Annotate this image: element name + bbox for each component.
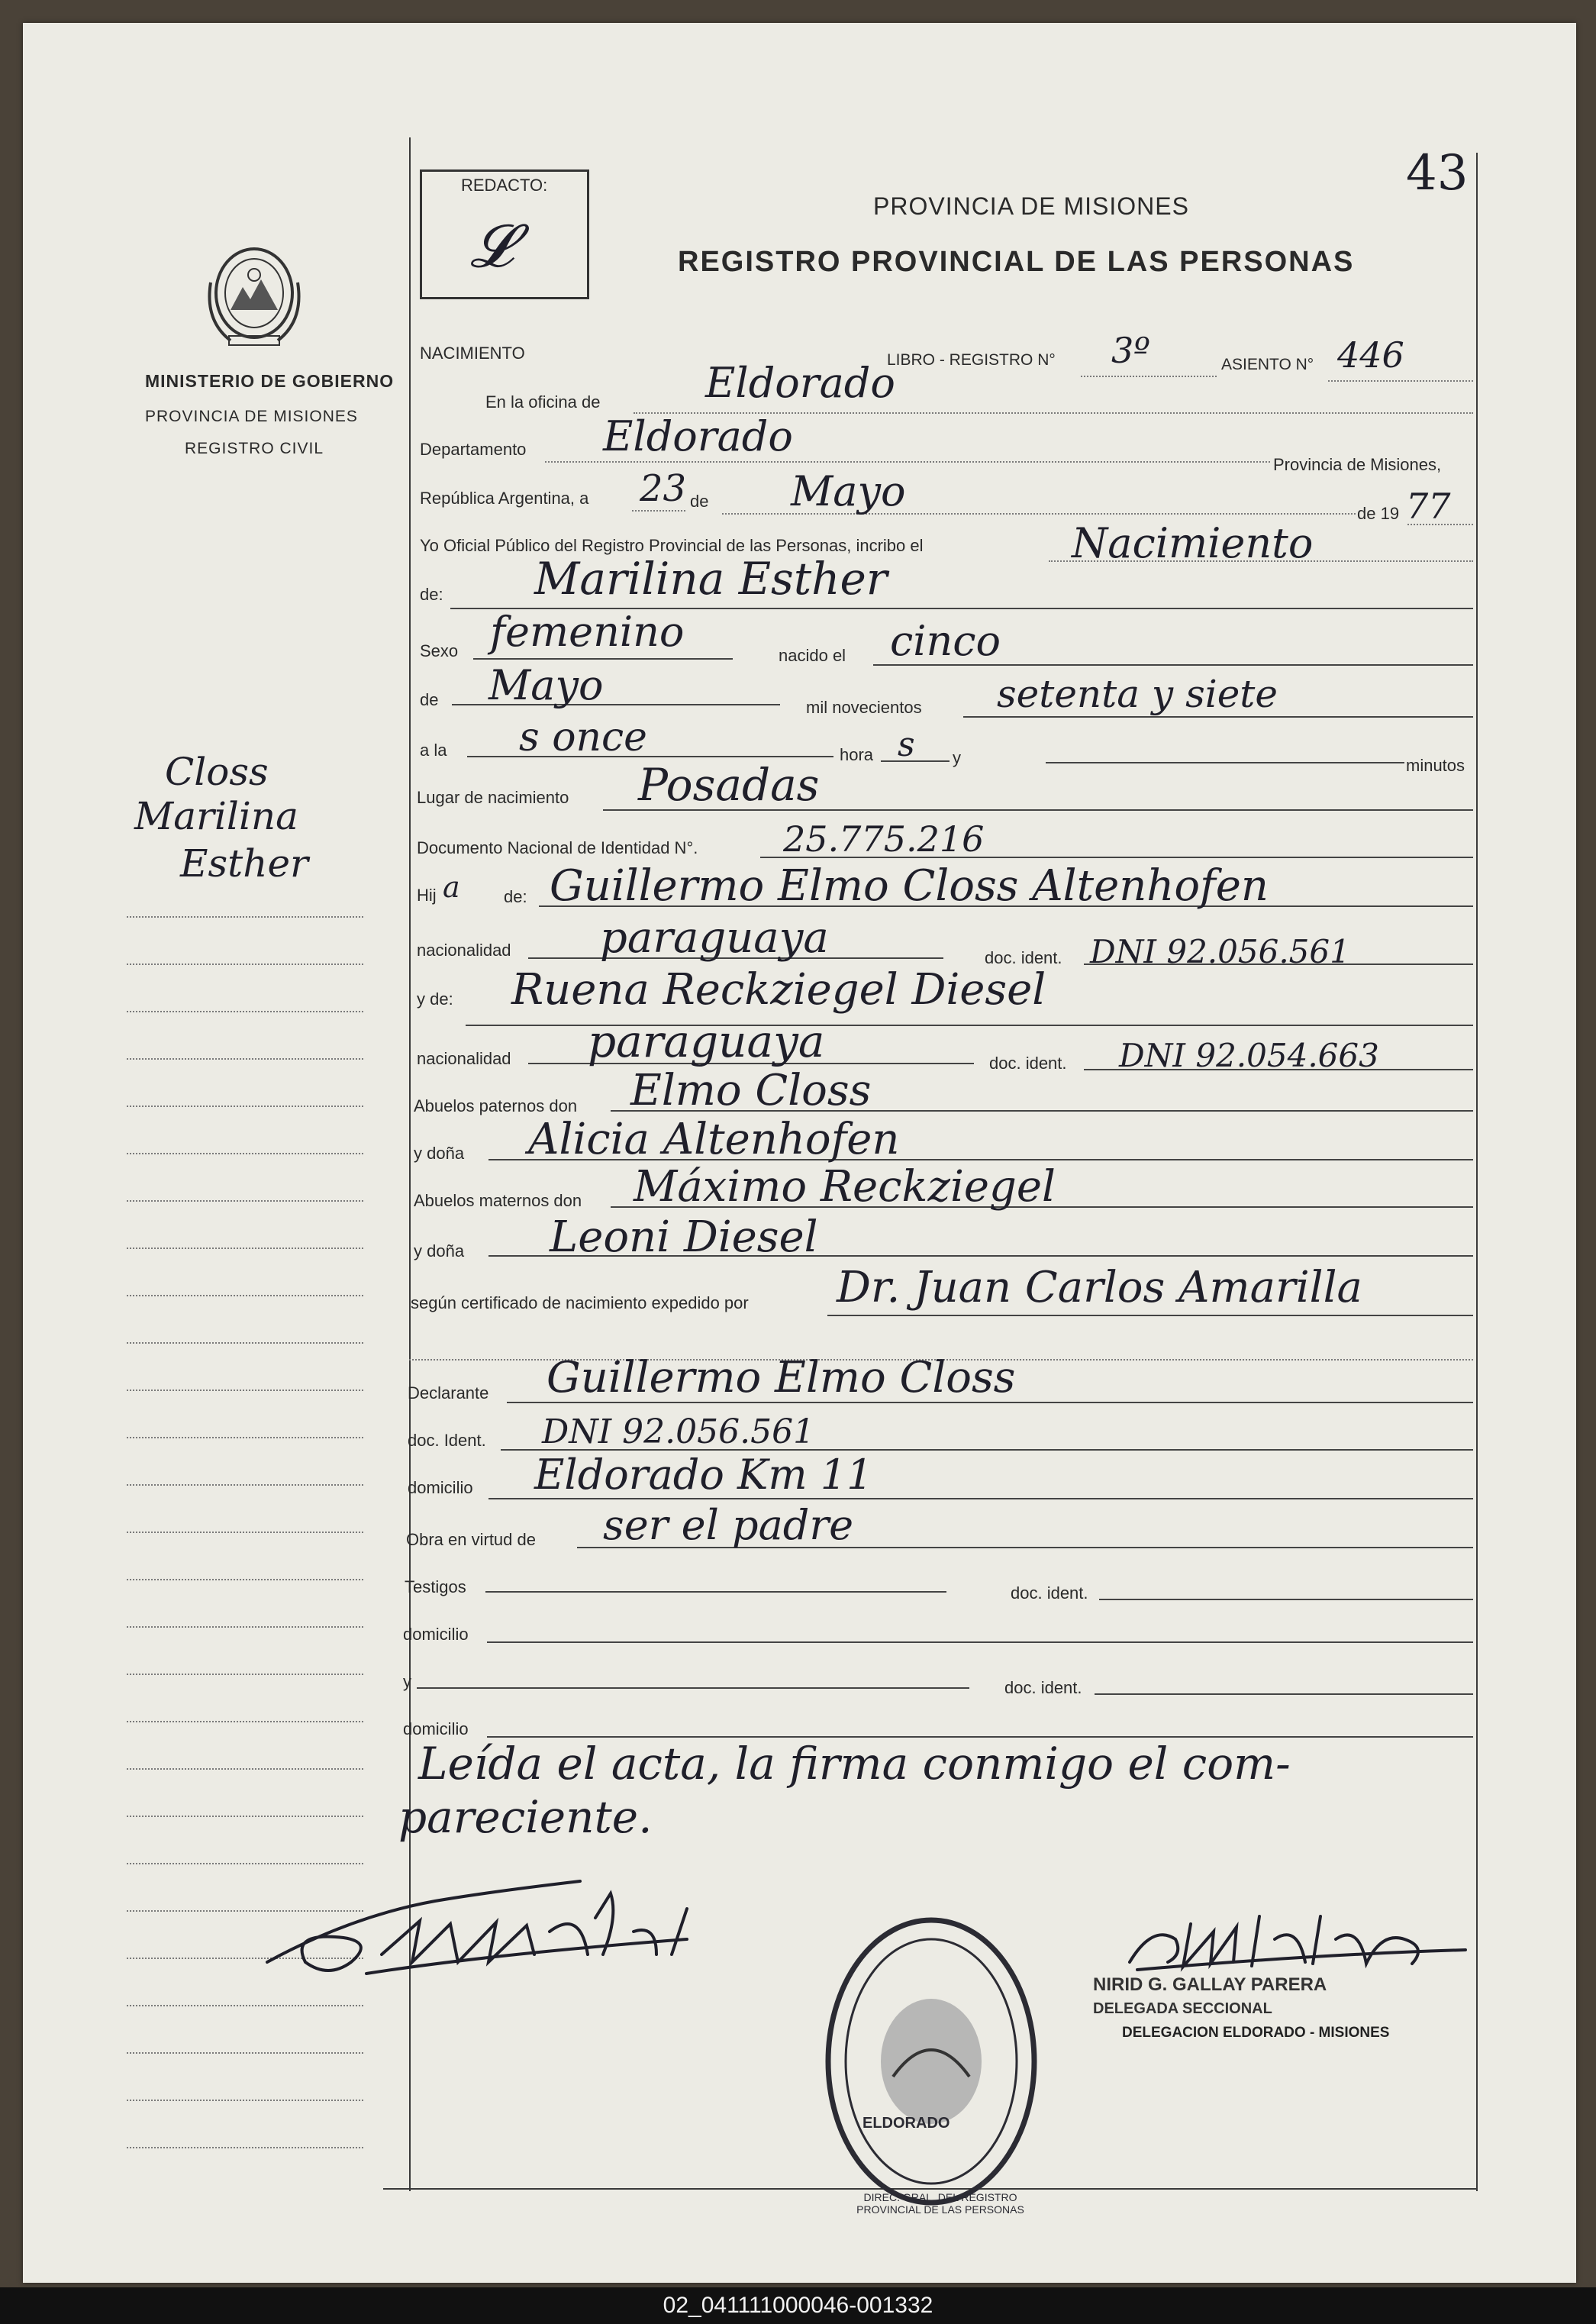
label-de-19: de 19 [1357,504,1400,523]
value-mes: Mayo [791,467,906,515]
label-nacido-el: nacido el [779,646,846,665]
label-provincia-misiones: Provincia de Misiones, [1273,455,1442,474]
form-right-border [1476,153,1478,2191]
value-doc-declarante: DNI 92.056.561 [542,1412,815,1451]
margin-dotted-line [127,1626,363,1628]
label-doc-padre: doc. ident. [985,948,1062,967]
margin-dotted-line [127,1721,363,1722]
margin-note-surname: Closs [165,750,269,794]
margin-dotted-line [127,1484,363,1486]
value-abuelo-pat: Elmo Closs [630,1066,872,1115]
value-hora-num: s [898,725,915,764]
value-hij-suffix: a [443,870,460,904]
label-y-dona-pat: y doña [414,1144,465,1163]
label-y-testigo2: y [403,1672,411,1691]
label-declarante: Declarante [408,1383,489,1402]
label-oficina: En la oficina de [485,392,601,412]
redacto-initials: 𝓛 [470,212,514,281]
value-doc-padre: DNI 92.056.561 [1090,933,1350,970]
label-lugar: Lugar de nacimiento [417,788,569,807]
seal-bottom-text: ELDORADO [862,2115,950,2132]
label-abuelos-maternos: Abuelos maternos don [414,1191,582,1210]
label-sexo: Sexo [420,641,459,660]
value-padre: Guillermo Elmo Closs Altenhofen [550,861,1269,911]
label-libro: LIBRO - REGISTRO N° [887,351,1056,369]
label-domicilio-testigo: domicilio [403,1625,469,1644]
margin-dotted-line [127,1342,363,1344]
value-nac-padre: paraguaya [600,913,829,963]
official-signature-icon [1122,1893,1473,1977]
value-lugar: Posadas [638,759,820,811]
official-name: NIRID G. GALLAY PARERA [1093,1974,1327,1995]
margin-note-second: Esther [180,841,308,886]
value-doc-madre: DNI 92.054.663 [1119,1037,1379,1074]
label-doc-testigo: doc. ident. [1011,1583,1088,1603]
value-segun: Dr. Juan Carlos Amarilla [837,1263,1362,1312]
margin-dotted-line [127,1011,363,1012]
margin-dotted-line [127,1579,363,1580]
margin-note-first: Marilina [134,794,298,838]
margin-dotted-line [127,1153,363,1154]
value-sexo: femenino [490,608,685,656]
value-nac-madre: paraguaya [588,1015,825,1067]
label-nacionalidad-padre: nacionalidad [417,941,511,960]
margin-dotted-line [127,1106,363,1107]
value-oficina: Eldorado [705,359,895,407]
image-id-footer: 02_041111000046-001332 [0,2287,1596,2324]
label-republica: República Argentina, a [420,489,589,508]
label-y-dona-mat: y doña [414,1241,465,1260]
margin-dotted-line [127,1532,363,1533]
page-number: 43 [1406,145,1469,202]
margin-dotted-line [127,2052,363,2054]
label-domicilio-testigo2: domicilio [403,1719,469,1738]
margin-dotted-line [127,916,363,918]
label-doc-testigo2: doc. ident. [1004,1678,1082,1697]
label-asiento: ASIENTO N° [1221,356,1314,373]
label-dni: Documento Nacional de Identidad N°. [417,838,698,857]
margin-dotted-line [127,2147,363,2148]
margin-dotted-line [127,2100,363,2101]
label-y-de-madre: y de: [417,989,453,1009]
value-anio: 77 [1406,486,1451,527]
official-office: DELEGACION ELDORADO - MISIONES [1122,2025,1390,2041]
value-nombre: Marilina Esther [534,553,888,605]
official-title: DELEGADA SECCIONAL [1093,2000,1272,2017]
label-nacimiento: NACIMIENTO [420,344,525,363]
margin-dotted-line [127,2005,363,2006]
margin-dotted-line [127,1816,363,1817]
label-minutos: minutos [1406,756,1465,775]
value-mes-nac: Mayo [488,661,604,709]
sidebar-ministry: MINISTERIO DE GOBIERNO [145,371,395,391]
value-departamento: Eldorado [603,412,793,460]
margin-dotted-line [127,1295,363,1296]
label-abuelos-paternos: Abuelos paternos don [414,1096,578,1115]
label-doc-madre: doc. ident. [989,1054,1067,1073]
margin-dotted-line [127,1248,363,1249]
label-a-la: a la [420,741,447,760]
header-registry: REGISTRO PROVINCIAL DE LAS PERSONAS [678,246,1355,278]
seal-ring-text: DIREC. GRAL. DEL REGISTRO PROVINCIAL DE LAS PERSONAS [856,2191,1024,2216]
label-segun: según certificado de nacimiento expedido por [411,1293,749,1312]
closing-line-1: Leída el acta, la firma conmigo el com- [418,1738,1291,1790]
margin-dotted-line [127,1674,363,1675]
sidebar-province: PROVINCIA DE MISIONES [145,408,358,425]
label-mil-novecientos: mil novecientos [806,698,922,717]
margin-dotted-line [127,1768,363,1770]
header-province: PROVINCIA DE MISIONES [873,192,1189,220]
value-acto: Nacimiento [1072,519,1314,567]
margin-dotted-line [127,1390,363,1391]
value-madre: Ruena Reckziegel Diesel [511,965,1046,1015]
value-abuela-pat: Alicia Altenhofen [528,1115,900,1164]
declarant-signature-icon [260,1848,794,1985]
value-anio-nac: setenta y siete [997,672,1278,716]
margin-dotted-line [127,963,363,965]
redacto-label: REDACTO: [461,176,548,195]
value-abuelo-mat: Máximo Reckziegel [634,1162,1056,1212]
label-y-min: y [953,748,961,767]
label-testigos: Testigos [405,1577,466,1596]
label-hora: hora [840,745,874,764]
label-domicilio-declarante: domicilio [408,1478,473,1497]
label-departamento: Departamento [420,440,527,459]
label-doc-declarante: doc. Ident. [408,1431,486,1450]
label-obra: Obra en virtud de [406,1530,536,1549]
provincial-emblem-icon [200,237,308,351]
value-domicilio: Eldorado Km 11 [534,1451,873,1499]
official-seal-icon [817,1909,1046,2214]
label-hij: Hij [417,886,437,905]
label-de-padre: de: [504,887,527,906]
margin-dotted-line [127,1058,363,1060]
label-de-mes: de [690,492,709,511]
margin-dotted-line [127,1200,363,1202]
label-yo-oficial: Yo Oficial Público del Registro Provincial de las Personas, incribo el [420,536,924,555]
value-hora: s once [519,715,647,760]
closing-line-2: pareciente. [398,1791,653,1843]
margin-dotted-line [127,1437,363,1438]
label-de-nombre: de: [420,585,443,604]
value-obra: ser el padre [603,1501,854,1549]
value-nacido-el: cinco [890,617,1001,665]
value-declarante: Guillermo Elmo Closs [547,1353,1016,1402]
value-libro: 3º [1111,330,1150,371]
sidebar-civil: REGISTRO CIVIL [185,440,324,457]
value-asiento: 446 [1337,334,1404,376]
value-dni: 25.775.216 [783,818,985,860]
label-nacionalidad-madre: nacionalidad [417,1049,511,1068]
value-dia: 23 [640,467,687,510]
label-de-mes-nac: de [420,690,439,709]
value-abuela-mat: Leoni Diesel [550,1212,818,1262]
